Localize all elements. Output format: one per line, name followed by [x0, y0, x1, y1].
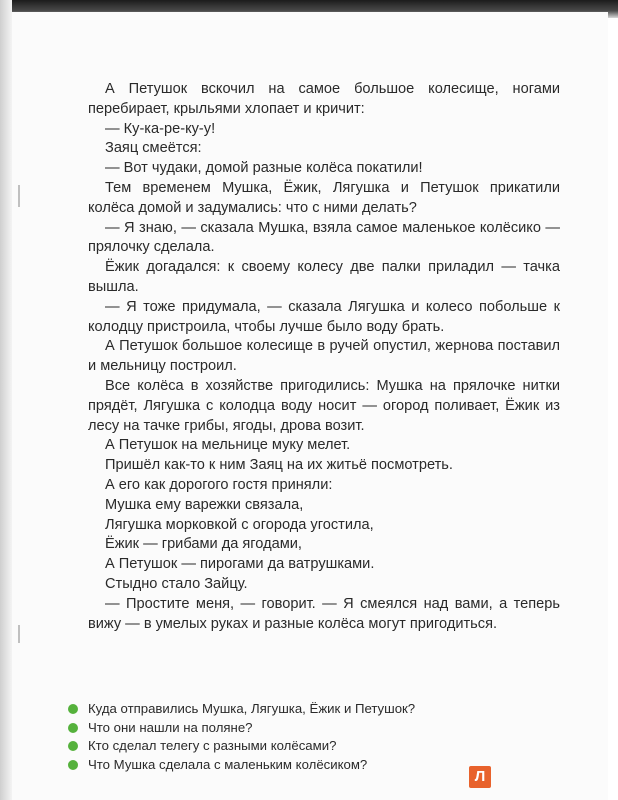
story-paragraph: — Ку-ка-ре-ку-у!	[105, 120, 216, 137]
margin-mark	[18, 185, 24, 207]
green-bullet-icon	[68, 723, 78, 733]
question-text: Что они нашли на поляне?	[88, 719, 253, 735]
story-paragraph: — Вот чудаки, домой разные колёса покатили!	[105, 160, 423, 177]
question-item	[68, 737, 568, 756]
story-paragraph: Лягушка морковкой с огорода угостила,	[105, 516, 374, 533]
green-bullet-icon	[68, 704, 78, 714]
green-bullet-icon	[68, 741, 78, 751]
story-paragraph: Все колёса в хозяйстве пригодились: Мушка на прялочке нитки прядёт, Лягушка с колодца воду носит — огород поливает, Ёжик из лесу на тачке грибы, ягоды, дрова возит.	[88, 377, 560, 434]
story-paragraph: Тем временем Мушка, Ёжик, Лягушка и Петушок прикатили колёса домой и задумались: что с ними делать?	[88, 179, 560, 216]
story-paragraph: — Я знаю, — сказала Мушка, взяла самое маленькое колёсико — прялочку сделала.	[88, 219, 560, 256]
story-paragraph: Мушка ему варежки связала,	[105, 496, 304, 513]
story-paragraph: Ёжик — грибами да ягодами,	[105, 536, 302, 553]
story-paragraph: А Петушок — пирогами да ватрушками.	[105, 556, 375, 573]
margin-mark	[18, 625, 24, 643]
questions-list	[68, 700, 568, 774]
question-text: Куда отправились Мушка, Лягушка, Ёжик и Петушок?	[88, 701, 416, 716]
question-text: Что Мушка сделала с маленьким колёсиком?	[88, 756, 368, 772]
story-paragraph: Пришёл как-то к ним Заяц на их житьё посмотреть.	[105, 457, 453, 474]
labirint-logo-icon: Л	[469, 766, 491, 788]
question-item	[68, 700, 568, 719]
scan-shadow-left	[0, 0, 12, 800]
story-paragraph: Ёжик догадался: к своему колесу две палки приладил — тачка вышла.	[88, 259, 560, 295]
story-paragraph: — Я тоже придумала, — сказала Лягушка и колесо побольше к колодцу пристроила, чтобы лучше было воду брать.	[88, 298, 560, 335]
question-text: Кто сделал телегу с разными колёсами?	[88, 738, 337, 753]
story-paragraph: Заяц смеётся:	[105, 140, 202, 157]
story-paragraph: А Петушок на мельнице муку мелет.	[105, 437, 351, 454]
green-bullet-icon	[68, 760, 78, 770]
question-item	[68, 719, 568, 738]
story-paragraph: — Простите меня, — говорит. — Я смеялся над вами, а теперь вижу — в умелых руках и разные колёса могут пригодиться.	[88, 595, 560, 632]
story-text	[88, 80, 560, 634]
story-paragraph: А его как дорогого гостя приняли:	[105, 476, 333, 493]
story-paragraph: А Петушок большое колесище в ручей опустил, жернова поставил и мельницу построил.	[88, 338, 560, 375]
story-paragraph: А Петушок вскочил на самое большое колесище, ногами перебирает, крыльями хлопает и кричит:	[88, 81, 560, 117]
question-item	[68, 756, 568, 775]
story-paragraph: Стыдно стало Зайцу.	[105, 575, 248, 592]
